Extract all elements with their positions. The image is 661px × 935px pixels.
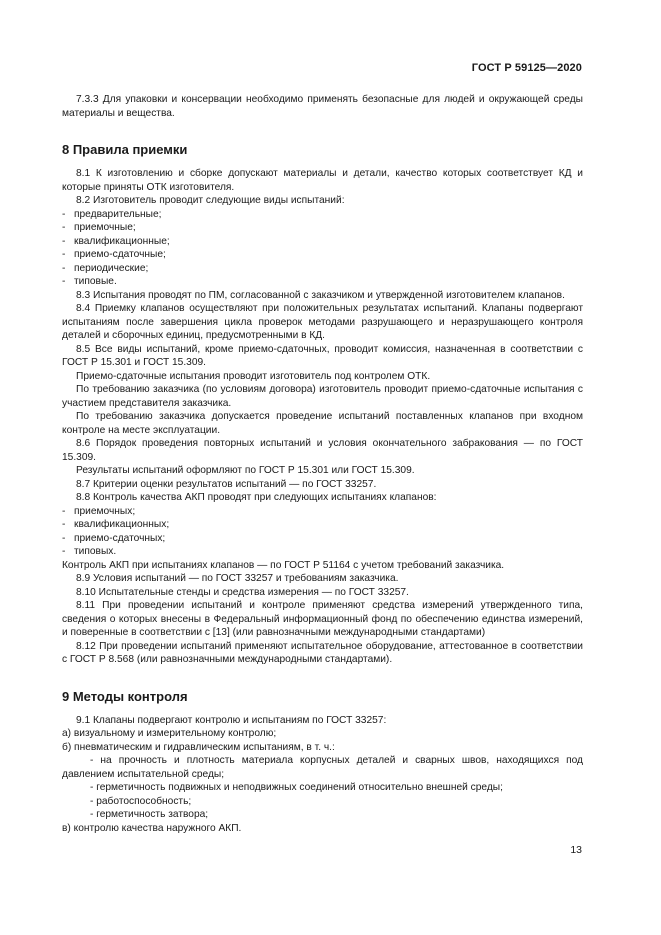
list-item: - типовых. — [62, 545, 583, 559]
page-content — [62, 93, 583, 835]
paragraph-7-3-3: 7.3.3 Для упаковки и консервации необходимо применять безопасные для людей и окружающей среды материалы и вещества. — [62, 94, 583, 119]
paragraph-8-8: 8.8 Контроль качества АКП проводят при следующих испытаниях клапанов: — [76, 492, 437, 503]
paragraph-8-8-b: Контроль АКП при испытаниях клапанов — по ГОСТ Р 51164 с учетом требований заказчика. — [62, 559, 505, 571]
list-item-a: а) визуальному и измерительному контролю; — [62, 728, 277, 739]
list-item: - приемочных; — [62, 505, 583, 519]
paragraph-8-6: 8.6 Порядок проведения повторных испытаний и условия окончательного забракования — по ГОСТ 15.309. — [62, 438, 583, 463]
list-item: - квалификационных; — [62, 518, 583, 532]
section-9-title: 9 Методы контроля — [62, 688, 188, 704]
sublist-item: - на прочность и плотность материала корпусных деталей и сварных швов, находящихся под давлением испытательной среды; — [62, 755, 583, 780]
list-item: - предварительные; — [62, 208, 583, 222]
paragraph-8-11: 8.11 При проведении испытаний и контроле применяют средства измерений утвержденного типа, сведения о которых внесены в Федеральный информационный фонд по обеспечению единства измерений, и поверенные в соответствии с [13] (или равнозначными международными стандартами) — [62, 600, 583, 638]
list-item: - приемочные; — [62, 221, 583, 235]
list-item: - квалификационные; — [62, 235, 583, 249]
paragraph-8-6-b: Результаты испытаний оформляют по ГОСТ Р 15.301 или ГОСТ 15.309. — [76, 465, 415, 476]
paragraph-9-1: 9.1 Клапаны подвергают контролю и испытаниям по ГОСТ 33257: — [76, 714, 387, 726]
list-item-b: б) пневматическим и гидравлическим испытаниям, в т. ч.: — [62, 741, 335, 753]
page-number: 13 — [570, 844, 582, 856]
paragraph-8-2: 8.2 Изготовитель проводит следующие виды испытаний: — [76, 195, 345, 206]
list-item-c: в) контролю качества наружного АКП. — [62, 822, 242, 834]
paragraph-8-5: 8.5 Все виды испытаний, кроме приемо-сдаточных, проводит комиссия, назначенная в соответствии с ГОСТ Р 15.301 и ГОСТ 15.309. — [62, 343, 583, 368]
document-code: ГОСТ Р 59125—2020 — [471, 62, 582, 74]
paragraph-8-7: 8.7 Критерии оценки результатов испытаний — по ГОСТ 33257. — [76, 478, 377, 490]
sublist-item: - герметичность затвора; — [90, 809, 209, 820]
section-8-title: 8 Правила приемки — [62, 142, 188, 157]
sublist-item: - работоспособность; — [90, 795, 192, 807]
paragraph-8-5-b: Приемо-сдаточные испытания проводит изготовитель под контролем ОТК. — [76, 370, 431, 382]
paragraph-8-4: 8.4 Приемку клапанов осуществляют при положительных результатах испытаний. Клапаны подвергают испытаниям после завершения цикла проверок методами разрушающего и неразрушающего контроля деталей и сборочных единиц, предусмотренными в КД. — [62, 303, 583, 341]
paragraph-8-9: 8.9 Условия испытаний — по ГОСТ 33257 и требованиям заказчика. — [76, 573, 399, 584]
list-item: - периодические; — [62, 262, 583, 276]
paragraph-8-5-c: По требованию заказчика (по условиям договора) изготовитель проводит приемо-сдаточные испытания с участием представителя заказчика. — [62, 384, 583, 409]
paragraph-8-5-d: По требованию заказчика допускается проведение испытаний поставленных клапанов при входном контроле на месте эксплуатации. — [62, 411, 583, 436]
paragraph-8-12: 8.12 При проведении испытаний применяют испытательное оборудование, аттестованное в соответствии с ГОСТ Р 8.568 (или равнозначными международными стандартами). — [62, 640, 583, 665]
paragraph-8-10: 8.10 Испытательные стенды и средства измерения — по ГОСТ 33257. — [76, 586, 409, 598]
list-item: - приемо-сдаточных; — [62, 532, 583, 546]
list-item: - типовые. — [62, 275, 583, 289]
list-item: - приемо-сдаточные; — [62, 248, 583, 262]
paragraph-8-3: 8.3 Испытания проводят по ПМ, согласованной с заказчиком и утвержденной изготовителем клапанов. — [76, 289, 565, 301]
paragraph-8-1: 8.1 К изготовлению и сборке допускают материалы и детали, качество которых соответствует КД и которые приняты ОТК изготовителя. — [62, 168, 583, 193]
sublist-item: - герметичность подвижных и неподвижных соединений относительно внешней среды; — [90, 782, 503, 793]
